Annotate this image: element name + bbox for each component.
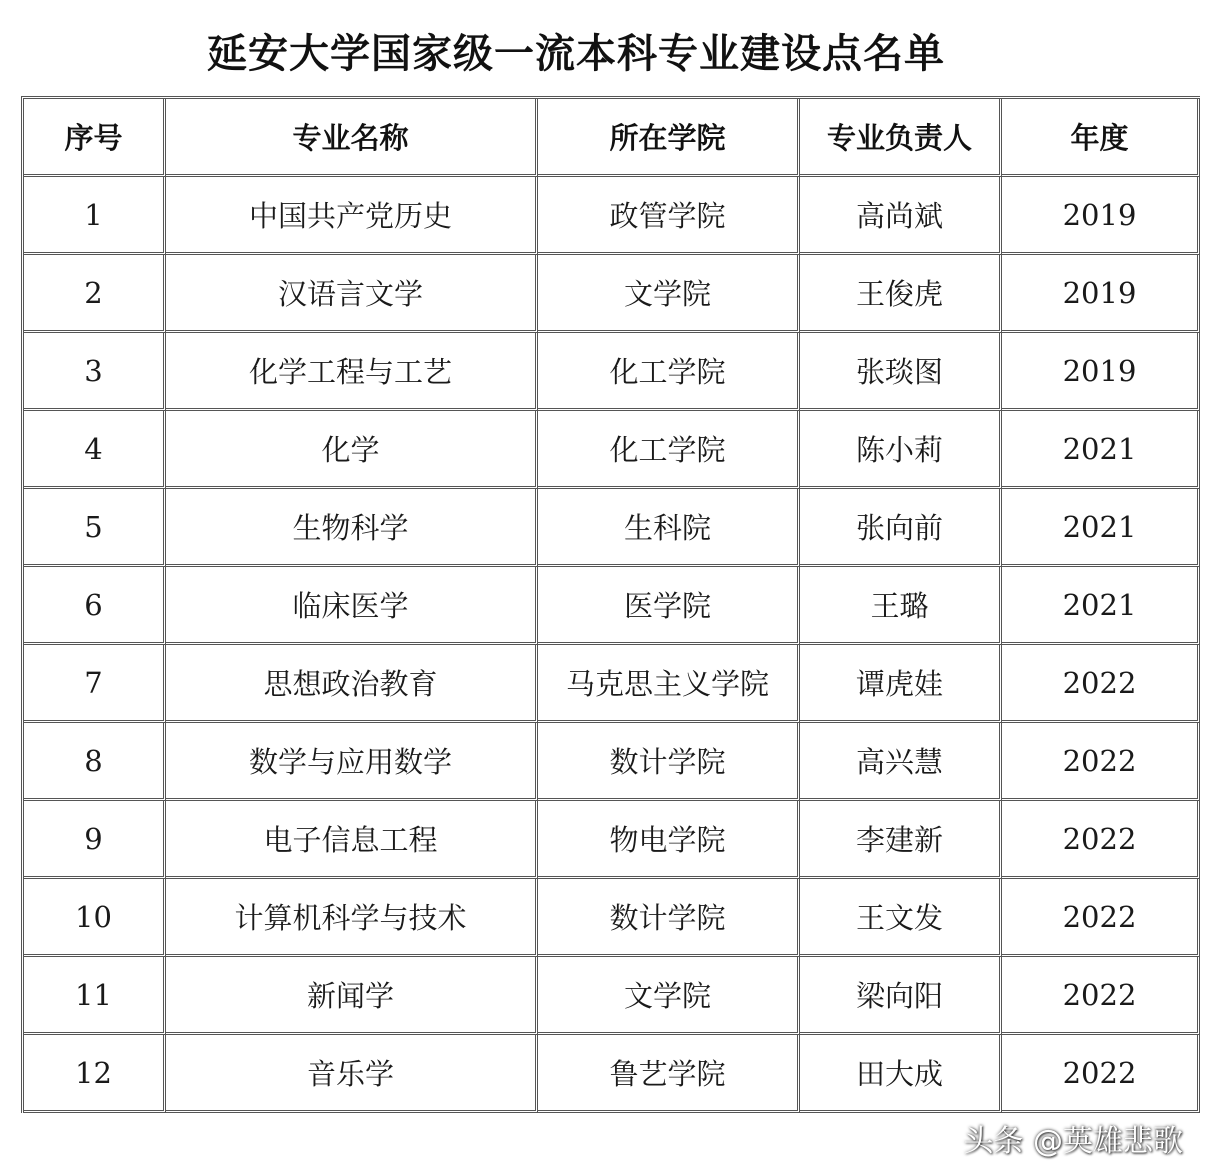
cell-college: 文学院 xyxy=(538,957,800,1035)
cell-director: 王璐 xyxy=(800,567,1002,645)
cell-major-name: 生物科学 xyxy=(166,489,538,567)
table-row xyxy=(24,1035,1200,1113)
cell-director: 田大成 xyxy=(800,1035,1002,1113)
cell-major-name: 新闻学 xyxy=(166,957,538,1035)
cell-year: 2019 xyxy=(1002,255,1200,333)
cell-index: 10 xyxy=(24,879,166,957)
cell-year: 2021 xyxy=(1002,567,1200,645)
cell-major-name: 临床医学 xyxy=(166,567,538,645)
cell-college: 政管学院 xyxy=(538,177,800,255)
cell-college: 文学院 xyxy=(538,255,800,333)
table-row xyxy=(24,333,1200,411)
cell-year: 2021 xyxy=(1002,489,1200,567)
cell-director: 张向前 xyxy=(800,489,1002,567)
cell-major-name: 汉语言文学 xyxy=(166,255,538,333)
cell-major-name: 思想政治教育 xyxy=(166,645,538,723)
cell-college: 马克思主义学院 xyxy=(538,645,800,723)
cell-index: 6 xyxy=(24,567,166,645)
cell-year: 2019 xyxy=(1002,333,1200,411)
cell-index: 1 xyxy=(24,177,166,255)
cell-college: 物电学院 xyxy=(538,801,800,879)
cell-college: 数计学院 xyxy=(538,723,800,801)
header-major-name: 专业名称 xyxy=(166,99,538,177)
table-row xyxy=(24,801,1200,879)
cell-director: 谭虎娃 xyxy=(800,645,1002,723)
document-title: 延安大学国家级一流本科专业建设点名单 xyxy=(207,31,945,77)
cell-major-name: 化学工程与工艺 xyxy=(166,333,538,411)
cell-college: 鲁艺学院 xyxy=(538,1035,800,1113)
cell-year: 2022 xyxy=(1002,1035,1200,1113)
cell-director: 梁向阳 xyxy=(800,957,1002,1035)
cell-year: 2022 xyxy=(1002,879,1200,957)
cell-index: 8 xyxy=(24,723,166,801)
cell-director: 高兴慧 xyxy=(800,723,1002,801)
majors-table xyxy=(21,96,1200,1113)
cell-index: 11 xyxy=(24,957,166,1035)
header-college: 所在学院 xyxy=(538,99,800,177)
cell-major-name: 中国共产党历史 xyxy=(166,177,538,255)
cell-director: 张琰图 xyxy=(800,333,1002,411)
cell-director: 王文发 xyxy=(800,879,1002,957)
cell-director: 李建新 xyxy=(800,801,1002,879)
table-header-row xyxy=(24,99,1200,177)
cell-year: 2022 xyxy=(1002,645,1200,723)
table-row xyxy=(24,255,1200,333)
table-row xyxy=(24,879,1200,957)
cell-college: 化工学院 xyxy=(538,333,800,411)
cell-index: 4 xyxy=(24,411,166,489)
cell-year: 2022 xyxy=(1002,723,1200,801)
table-row xyxy=(24,645,1200,723)
table-row xyxy=(24,567,1200,645)
cell-director: 王俊虎 xyxy=(800,255,1002,333)
table-row xyxy=(24,957,1200,1035)
cell-year: 2021 xyxy=(1002,411,1200,489)
cell-index: 9 xyxy=(24,801,166,879)
cell-major-name: 计算机科学与技术 xyxy=(166,879,538,957)
header-index: 序号 xyxy=(24,99,166,177)
cell-index: 12 xyxy=(24,1035,166,1113)
table-row xyxy=(24,177,1200,255)
cell-director: 高尚斌 xyxy=(800,177,1002,255)
table-row xyxy=(24,489,1200,567)
cell-year: 2019 xyxy=(1002,177,1200,255)
table-row xyxy=(24,411,1200,489)
table-row xyxy=(24,723,1200,801)
table-body xyxy=(24,177,1200,1113)
cell-college: 化工学院 xyxy=(538,411,800,489)
cell-major-name: 音乐学 xyxy=(166,1035,538,1113)
cell-college: 数计学院 xyxy=(538,879,800,957)
cell-major-name: 数学与应用数学 xyxy=(166,723,538,801)
cell-index: 2 xyxy=(24,255,166,333)
header-director: 专业负责人 xyxy=(800,99,1002,177)
cell-college: 医学院 xyxy=(538,567,800,645)
header-year: 年度 xyxy=(1002,99,1200,177)
cell-index: 3 xyxy=(24,333,166,411)
cell-year: 2022 xyxy=(1002,957,1200,1035)
cell-college: 生科院 xyxy=(538,489,800,567)
cell-major-name: 电子信息工程 xyxy=(166,801,538,879)
watermark: 头条 @英雄悲歌 xyxy=(963,1124,1183,1159)
cell-director: 陈小莉 xyxy=(800,411,1002,489)
cell-index: 5 xyxy=(24,489,166,567)
cell-major-name: 化学 xyxy=(166,411,538,489)
cell-year: 2022 xyxy=(1002,801,1200,879)
cell-index: 7 xyxy=(24,645,166,723)
